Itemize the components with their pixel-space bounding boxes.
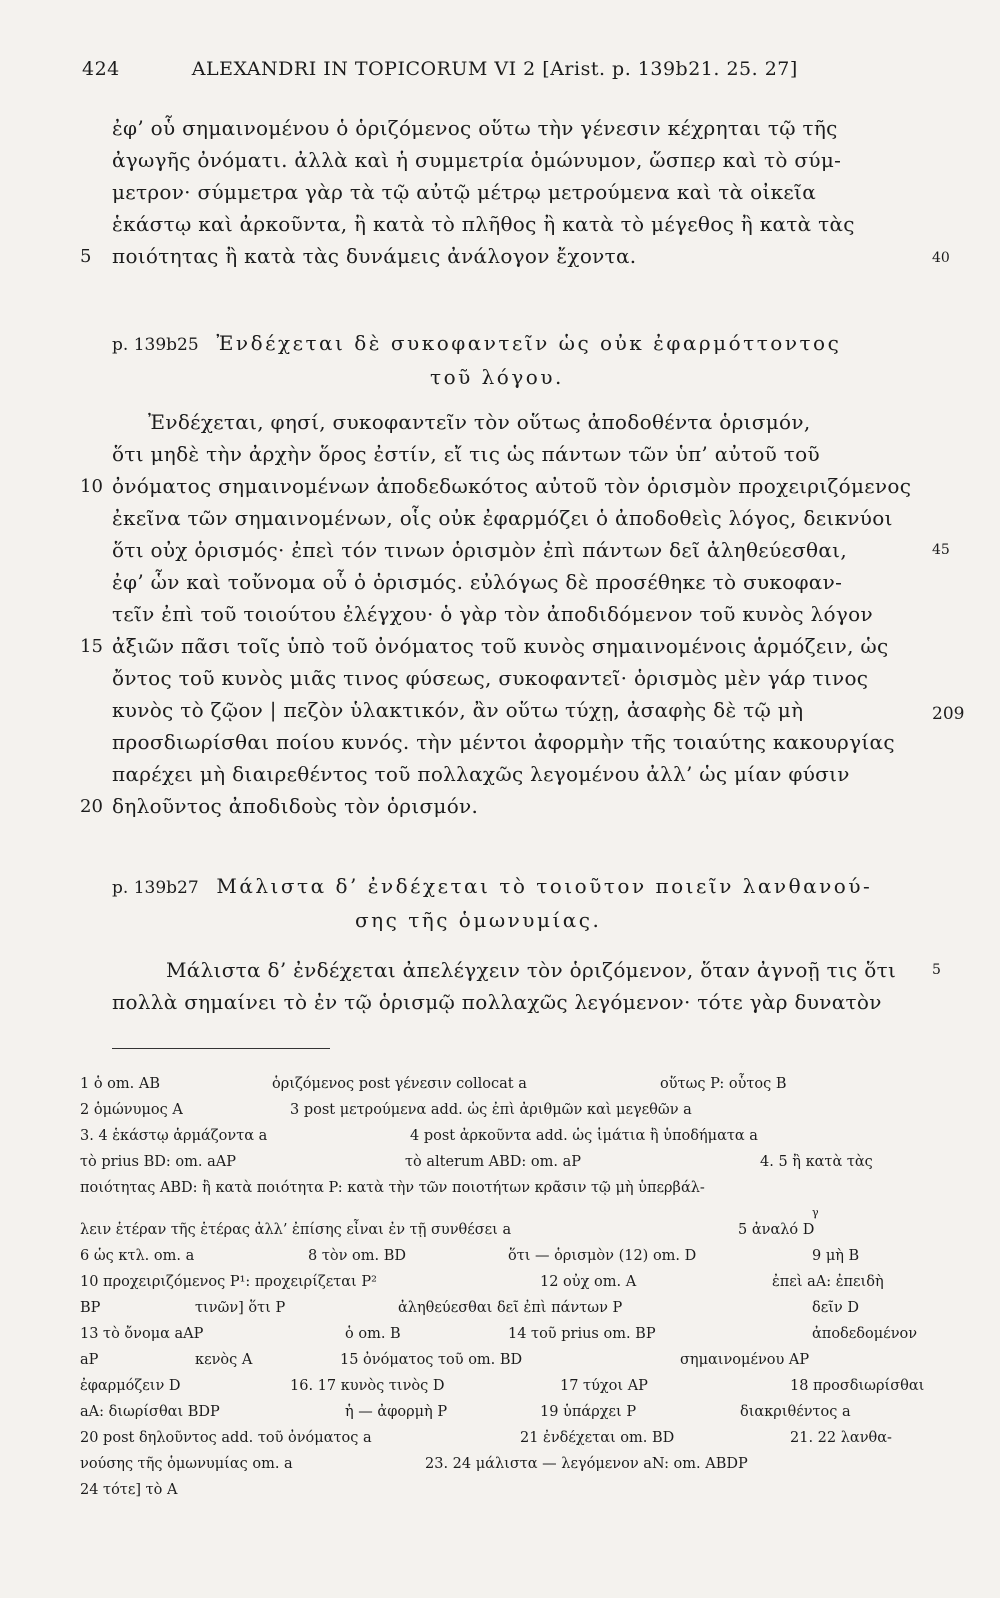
line-number: 20 — [80, 796, 103, 817]
footnote: aA: διωρίσθαι BDP — [80, 1404, 220, 1420]
footnote: οὕτως P: οὗτος B — [660, 1076, 787, 1092]
footnote: 15 ὀνόματος τοῦ om. BD — [340, 1352, 523, 1368]
footnote: ἀληθεύεσθαι δεῖ ἐπὶ πάντων P — [398, 1300, 623, 1316]
footnote: ἐπεὶ aA: ἐπειδὴ — [772, 1274, 884, 1290]
page-number: 424 — [82, 58, 120, 80]
text-line: Ἐνδέχεται, φησί, συκοφαντεῖν τὸν οὕτως ἀποδοθέντα ὁρισμόν, — [148, 410, 811, 434]
footnote: 23. 24 μάλιστα — λεγόμενον aN: om. ABDP — [425, 1456, 748, 1472]
footnote: 19 ὑπάρχει P — [540, 1404, 637, 1420]
text-line: ποιότητας ἢ κατὰ τὰς δυνάμεις ἀνάλογον ἔχοντα. — [112, 244, 637, 268]
text-line: ἑκάστῳ καὶ ἀρκοῦντα, ἢ κατὰ τὸ πλῆθος ἢ κατὰ τὸ μέγεθος ἢ κατὰ τὰς — [112, 212, 855, 236]
footnote: 6 ὡς κτλ. om. a — [80, 1248, 195, 1264]
footnote-superscript: γ — [812, 1206, 819, 1219]
text-line: δηλοῦντος ἀποδιδοὺς τὸν ὁρισμόν. — [112, 794, 479, 818]
text-line: ἐκεῖνα τῶν σημαινομένων, οἷς οὐκ ἐφαρμόζει ὁ ἀποδοθεὶς λόγος, δεικνύοι — [112, 506, 893, 530]
footnote: ὁριζόμενος post γένεσιν collocat a — [272, 1076, 527, 1092]
lemma-heading — [112, 331, 841, 355]
footnote: 21 ἐνδέχεται om. BD — [520, 1430, 675, 1446]
lemma-continuation: τοῦ λόγου. — [430, 365, 564, 389]
lemma-heading — [112, 874, 872, 898]
footnote: ποιότητας ABD: ἢ κατὰ ποιότητα P: κατὰ τὴν τῶν ποιοτήτων κρᾶσιν τῷ μὴ ὑπερβάλ- — [80, 1180, 705, 1196]
margin-number: 45 — [932, 542, 950, 558]
footnote: τὸ prius BD: om. aAP — [80, 1154, 236, 1170]
footnote: κενὸς A — [195, 1352, 253, 1368]
text-line: ἀγωγῆς ὀνόματι. ἀλλὰ καὶ ἡ συμμετρία ὁμώνυμον, ὥσπερ καὶ τὸ σύμ- — [112, 148, 842, 172]
footnote: 20 post δηλοῦντος add. τοῦ ὀνόματος a — [80, 1430, 372, 1446]
footnote: 24 τότε] τὸ A — [80, 1482, 178, 1498]
footnote: 14 τοῦ prius om. BP — [508, 1326, 656, 1342]
footnote: 5 ἀναλό D — [738, 1222, 815, 1238]
text-line: τεῖν ἐπὶ τοῦ τοιούτου ἐλέγχου· ὁ γὰρ τὸν ἀποδιδόμενον τοῦ κυνὸς λόγον — [112, 602, 873, 626]
footnote: 13 τὸ ὄνομα aAP — [80, 1326, 204, 1342]
footnote: 4. 5 ἢ κατὰ τὰς — [760, 1154, 873, 1170]
footnote: 4 post ἀρκοῦντα add. ὡς ἱμάτια ἢ ὑποδήματα a — [410, 1128, 758, 1144]
footnote-rule — [112, 1048, 330, 1049]
footnote: νούσης τῆς ὁμωνυμίας om. a — [80, 1456, 293, 1472]
footnote: λειν ἑτέραν τῆς ἑτέρας ἀλλ’ ἐπίσης εἶναι ἐν τῇ συνθέσει a — [80, 1222, 512, 1238]
footnote: 10 προχειριζόμενος P¹: προχειρίζεται P² — [80, 1274, 377, 1290]
footnote: 3 post μετρούμενα add. ὡς ἐπὶ ἀριθμῶν καὶ μεγεθῶν a — [290, 1102, 692, 1118]
footnote: ἐφαρμόζειν D — [80, 1378, 181, 1394]
running-header — [82, 58, 882, 80]
footnote: aP — [80, 1352, 99, 1368]
text-line: πολλὰ σημαίνει τὸ ἐν τῷ ὁρισμῷ πολλαχῶς λεγόμενον· τότε γὰρ δυνατὸν — [112, 990, 882, 1014]
footnote: 17 τύχοι AP — [560, 1378, 648, 1394]
text-line: ὄντος τοῦ κυνὸς μιᾶς τινος φύσεως, συκοφαντεῖ· ὁρισμὸς μὲν γάρ τινος — [112, 666, 869, 690]
text-line: μετρον· σύμμετρα γὰρ τὰ τῷ αὐτῷ μέτρῳ μετρούμενα καὶ τὰ οἰκεῖα — [112, 180, 817, 204]
text-line: ὅτι μηδὲ τὴν ἀρχὴν ὅρος ἐστίν, εἴ τις ὡς πάντων τῶν ὑπ’ αὐτοῦ τοῦ — [112, 442, 820, 466]
footnote: 18 προσδιωρίσθαι — [790, 1378, 925, 1394]
lemma-text: Μάλιστα δ’ ἐνδέχεται τὸ τοιοῦτον ποιεῖν λανθανού- — [216, 874, 873, 898]
footnote: 21. 22 λανθα- — [790, 1430, 892, 1446]
footnote: 1 ὁ om. AB — [80, 1076, 160, 1092]
text-line: παρέχει μὴ διαιρεθέντος τοῦ πολλαχῶς λεγομένου ἀλλ’ ὡς μίαν φύσιν — [112, 762, 850, 786]
footnote: ἀποδεδομένον — [812, 1326, 918, 1342]
footnote: τινῶν] ὅτι P — [195, 1300, 286, 1316]
footnote: 12 οὐχ om. A — [540, 1274, 637, 1290]
text-line: ἐφ’ ὧν καὶ τοὔνομα οὗ ὁ ὁρισμός. εὐλόγως δὲ προσέθηκε τὸ συκοφαν- — [112, 570, 843, 594]
footnote: 8 τὸν om. BD — [308, 1248, 406, 1264]
lemma-text: Ἐνδέχεται δὲ συκοφαντεῖν ὡς οὐκ ἐφαρμόττοντος — [216, 331, 842, 355]
footnote: διακριθέντος a — [740, 1404, 851, 1420]
footnote: BP — [80, 1300, 101, 1316]
footnote: τὸ alterum ABD: om. aP — [405, 1154, 582, 1170]
text-line: ἀξιῶν πᾶσι τοῖς ὑπὸ τοῦ ὀνόματος τοῦ κυνὸς σημαινομένοις ἁρμόζειν, ὡς — [112, 634, 889, 658]
lemma-reference: p. 139b27 — [112, 878, 199, 898]
line-number: 15 — [80, 636, 103, 657]
text-line: προσδιωρίσθαι ποίου κυνός. τὴν μέντοι ἀφορμὴν τῆς τοιαύτης κακουργίας — [112, 730, 895, 754]
text-line: Μάλιστα δ’ ἐνδέχεται ἀπελέγχειν τὸν ὁριζόμενον, ὅταν ἀγνοῇ τις ὅτι — [166, 958, 897, 982]
text-line: ὅτι οὐχ ὁρισμός· ἐπεὶ τόν τινων ὁρισμὸν ἐπὶ πάντων δεῖ ἀληθεύεσθαι, — [112, 538, 847, 562]
line-number: 10 — [80, 476, 103, 497]
footnote: σημαινομένου AP — [680, 1352, 810, 1368]
margin-number: 209 — [932, 704, 965, 724]
footnote: 9 μὴ B — [812, 1248, 860, 1264]
margin-number: 40 — [932, 250, 950, 266]
footnote: ἡ — ἀφορμὴ P — [345, 1404, 448, 1420]
footnote: 2 ὁμώνυμος A — [80, 1102, 183, 1118]
line-number: 5 — [80, 246, 92, 267]
lemma-reference: p. 139b25 — [112, 335, 199, 355]
running-title: ALEXANDRI IN TOPICORUM VI 2 [Arist. p. 139b21. 25. 27] — [191, 58, 798, 80]
text-line: κυνὸς τὸ ζῷον | πεζὸν ὑλακτικόν, ἂν οὕτω τύχῃ, ἀσαφὴς δὲ τῷ μὴ — [112, 698, 804, 722]
lemma-continuation: σης τῆς ὁμωνυμίας. — [355, 908, 602, 932]
footnote: δεῖν D — [812, 1300, 859, 1316]
text-line: ὀνόματος σημαινομένων ἀποδεδωκότος αὐτοῦ τὸν ὁρισμὸν προχειριζόμενος — [112, 474, 912, 498]
footnote: ὁ om. B — [345, 1326, 401, 1342]
margin-number: 5 — [932, 962, 941, 978]
footnote: ὅτι — ὁρισμὸν (12) om. D — [508, 1248, 697, 1264]
footnote: 16. 17 κυνὸς τινὸς D — [290, 1378, 445, 1394]
text-line: ἐφ’ οὗ σημαινομένου ὁ ὁριζόμενος οὕτω τὴν γένεσιν κέχρηται τῷ τῆς — [112, 116, 838, 140]
footnote: 3. 4 ἑκάστῳ ἁρμάζοντα a — [80, 1128, 268, 1144]
